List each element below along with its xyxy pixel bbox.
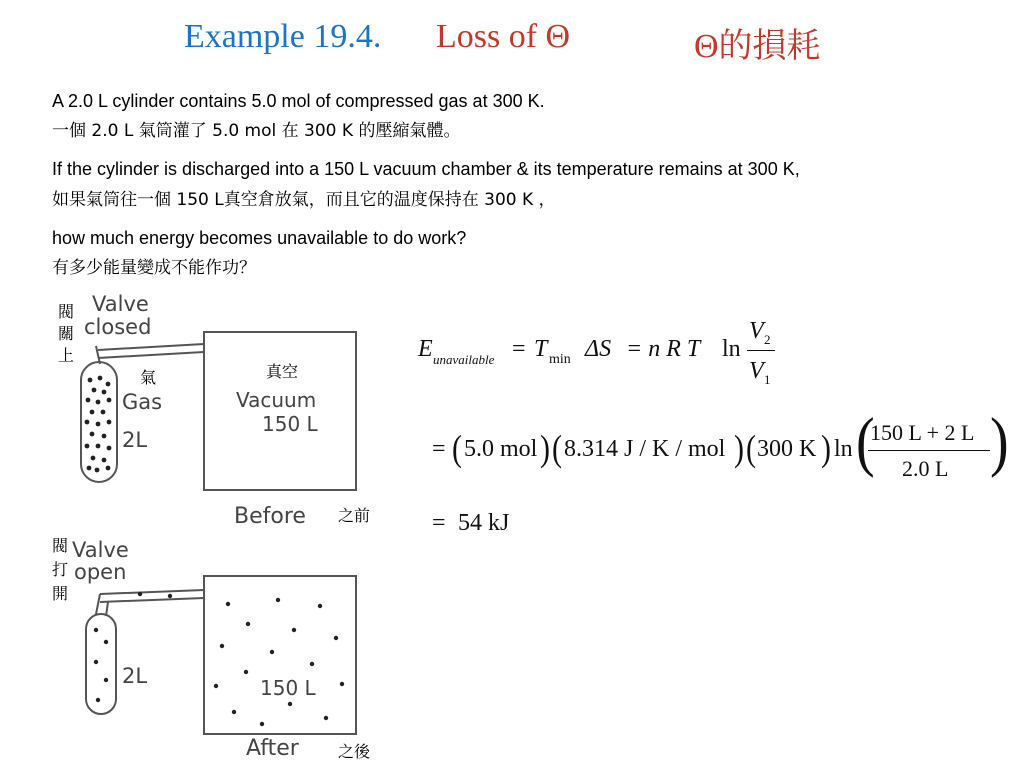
eq2-fraction-bar <box>868 450 990 451</box>
eq-T: T <box>534 336 548 362</box>
eq-V2-sub: 2 <box>764 332 771 347</box>
eq2-big-paren-r: ) <box>990 404 1009 480</box>
cylinder-volume-label-after: 2L <box>122 664 148 688</box>
eq-T-sub: min <box>549 352 571 367</box>
after-caption-zh: 之後 <box>338 742 371 761</box>
valve-open-mark <box>96 594 108 616</box>
cylinder-outline-after <box>86 614 116 714</box>
eq2-paren-r2: ) <box>734 427 744 469</box>
open-label: open <box>74 560 127 584</box>
valve-open-label: Valve <box>72 538 129 562</box>
pipe-before <box>98 344 204 358</box>
eq2-factor-R: 8.314 J / K / mol <box>564 436 726 462</box>
eq-V1-sub: 1 <box>764 372 771 387</box>
dispersed-molecules <box>94 592 344 726</box>
pipe-after <box>100 590 204 602</box>
valve-open-zh-1: 閥 <box>52 536 69 555</box>
problem-line3-en: how much energy becomes unavailable to do work? <box>52 228 467 248</box>
eq-delta-S: ΔS <box>585 336 612 362</box>
eq-ln-1: ln <box>722 336 741 362</box>
slide-title <box>0 18 1024 70</box>
eq-E: E <box>418 336 433 362</box>
cylinder-volume-label: 2L <box>122 428 148 452</box>
gas-zh: 氣 <box>140 368 157 387</box>
eq2-numerator: 150 L + 2 L <box>870 420 975 445</box>
valve-label: Valve <box>92 292 149 316</box>
before-caption-zh: 之前 <box>338 506 371 525</box>
before-caption: Before <box>234 504 306 529</box>
valve-closed-zh-3: 上 <box>58 346 75 365</box>
gas-label: Gas <box>122 390 163 414</box>
eq2-paren-l1: ( <box>452 427 462 469</box>
eq2-paren-r1: ) <box>540 427 550 469</box>
gas-molecules <box>85 376 112 473</box>
title-zh: Θ的損耗 <box>694 28 821 65</box>
after-caption: After <box>246 736 299 761</box>
eq2-paren-l2: ( <box>552 427 562 469</box>
before-diagram <box>56 292 396 532</box>
eq3-equals: = <box>432 510 446 536</box>
eq2-factor-mol: 5.0 mol <box>464 436 538 462</box>
valve-open-zh-3: 開 <box>52 584 69 603</box>
problem-line2-en: If the cylinder is discharged into a 150 L vacuum chamber & its temperature remains at 300 K, <box>52 159 800 179</box>
closed-label: closed <box>84 315 152 339</box>
eq2-equals: = <box>432 436 446 462</box>
problem-line1-zh: 一個 2.0 L 氣筒灌了 5.0 mol 在 300 K 的壓縮氣體。 <box>52 121 461 141</box>
valve-open-zh-2: 打 <box>52 560 69 579</box>
vacuum-label: Vacuum <box>236 388 317 412</box>
eq-fraction-bar-1 <box>747 350 775 351</box>
vacuum-zh: 真空 <box>266 362 299 381</box>
eq3-result: 54 kJ <box>458 510 510 536</box>
eq2-denominator: 2.0 L <box>902 456 949 481</box>
vacuum-volume-label: 150 L <box>262 412 318 436</box>
eq-V2: V <box>749 318 764 344</box>
eq-equals-1: = <box>512 336 526 362</box>
eq-V1: V <box>749 358 764 384</box>
eq2-factor-T: 300 K <box>757 436 817 462</box>
eq2-paren-l3: ( <box>746 427 756 469</box>
problem-line2-zh: 如果氣筒往一個 150 L真空倉放氣，而且它的温度保持在 300 K ， <box>52 190 556 210</box>
after-diagram <box>50 534 390 766</box>
eq2-paren-r3: ) <box>821 427 831 469</box>
problem-line1-en: A 2.0 L cylinder contains 5.0 mol of compressed gas at 300 K. <box>52 91 545 111</box>
title-example: Example 19.4. <box>184 18 382 55</box>
eq2-ln: ln <box>834 436 853 462</box>
chamber-volume-after: 150 L <box>260 676 316 700</box>
problem-line3-zh: 有多少能量變成不能作功？ <box>52 258 256 278</box>
valve-closed-zh-2: 關 <box>58 324 75 343</box>
eq-E-sub: unavailable <box>433 352 495 367</box>
valve-closed-zh-1: 閥 <box>58 302 75 321</box>
eq2-big-paren-l: ( <box>856 404 875 480</box>
eq-nRT: = n R T <box>626 336 701 362</box>
title-loss: Loss of Θ <box>436 18 571 55</box>
